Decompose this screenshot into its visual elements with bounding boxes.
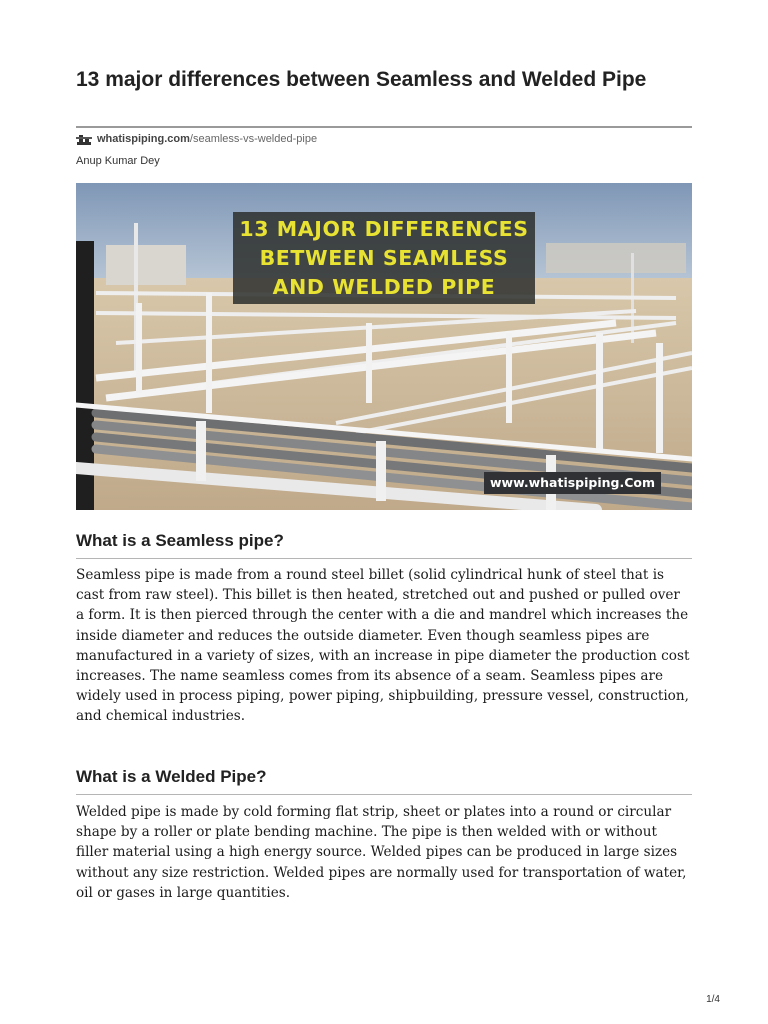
- section-body-welded: Welded pipe is made by cold forming flat strip, sheet or plates into a round or circular shape by a roller or plate bending machine. The pipe is then welded with or without filler material using a high energy source. Welded pipes can be produced in large sizes without any size restriction. Welded pipes are normally used for transportation of water, oil or gases in large quantities.: [76, 804, 687, 901]
- author-name: Anup Kumar Dey: [76, 155, 160, 167]
- source-domain-link[interactable]: whatispiping.com: [97, 133, 190, 145]
- section-heading-welded: What is a Welded Pipe?: [76, 767, 267, 786]
- source-path[interactable]: /seamless-vs-welded-pipe: [189, 133, 318, 145]
- section-divider: [76, 794, 692, 795]
- page-title: 13 major differences between Seamless and Welded Pipe: [76, 68, 647, 91]
- section-divider: [76, 558, 692, 559]
- hero-image: [76, 183, 692, 510]
- hero-banner-line: BETWEEN SEAMLESS: [259, 245, 509, 270]
- source-line: [76, 132, 317, 146]
- title-divider: [76, 126, 692, 128]
- section-body-seamless: Seamless pipe is made from a round steel billet (solid cylindrical hunk of steel that is cast from raw steel). This billet is then heated, stretched out and pushed or pulled over a form. It is then pierced through the center with a die and mandrel which increases the inside diameter and reduces the outside diameter. Even though seamless pipes are manufactured in a variety of sizes, with an increase in pipe diameter the production cost increases. The name seamless comes from its absence of a seam. Seamless pipes are widely used in process piping, power piping, shipbuilding, pressure vessel, construction, and chemical industries.: [76, 567, 690, 725]
- hero-banner-line: AND WELDED PIPE: [272, 274, 496, 299]
- page-number: 1/4: [706, 994, 720, 1005]
- hero-banner-line: 13 MAJOR DIFFERENCES: [239, 216, 529, 241]
- hero-watermark: www.whatispiping.Com: [484, 472, 661, 494]
- section-heading-seamless: What is a Seamless pipe?: [76, 531, 284, 550]
- hero-banner: [233, 212, 535, 304]
- site-logo-icon: [76, 133, 92, 145]
